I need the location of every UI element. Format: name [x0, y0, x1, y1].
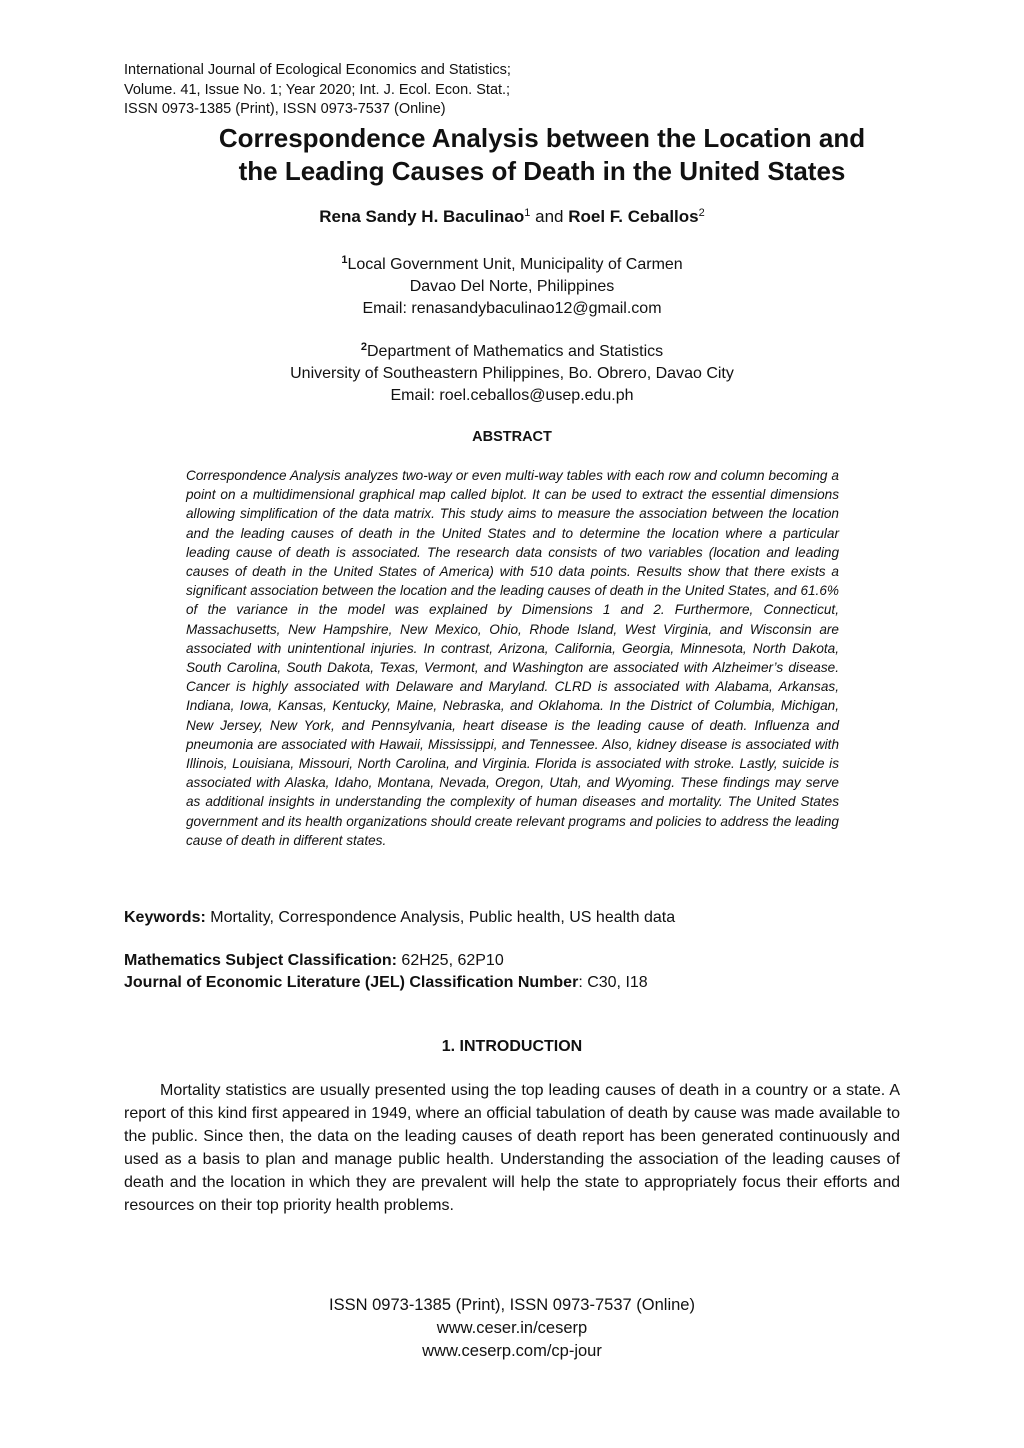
affiliation-2	[124, 341, 900, 407]
author-2-affil-marker: 2	[698, 207, 705, 219]
paper-title-line-1: Correspondence Analysis between the Location and	[218, 123, 866, 153]
affiliation-2-marker: 2	[360, 341, 367, 353]
keywords-label: Keywords:	[124, 909, 206, 926]
paper-title-line-2: the Leading Causes of Death in the United States	[238, 156, 846, 186]
affiliation-1-unit: Local Government Unit, Municipality of Carmen	[347, 256, 683, 273]
paper-title	[124, 122, 960, 188]
keywords-value: Mortality, Correspondence Analysis, Public health, US health data	[210, 909, 676, 926]
jel-line	[124, 972, 904, 994]
journal-header	[124, 61, 511, 120]
journal-volume-line: Volume. 41, Issue No. 1; Year 2020; Int. J. Ecol. Econ. Stat.;	[124, 81, 511, 98]
author-list	[124, 206, 900, 228]
journal-issn-line: ISSN 0973-1385 (Print), ISSN 0973-7537 (Online)	[124, 101, 446, 117]
abstract-heading: ABSTRACT	[472, 429, 552, 445]
msc-label: Mathematics Subject Classification:	[124, 952, 397, 969]
affiliation-1-location: Davao Del Norte, Philippines	[409, 278, 615, 295]
affiliation-1-email: Email: renasandybaculinao12@gmail.com	[362, 300, 662, 317]
footer-url-2: www.ceserp.com/cp-jour	[422, 1342, 602, 1360]
affiliation-1	[124, 254, 900, 320]
section-heading-introduction: 1. INTRODUCTION	[441, 1038, 583, 1055]
author-1-affil-marker: 1	[524, 207, 531, 219]
author-1-name: Rena Sandy H. Baculinao	[319, 207, 525, 226]
journal-name-line: International Journal of Ecological Economics and Statistics;	[124, 62, 511, 78]
author-2-name: Roel F. Ceballos	[568, 207, 699, 226]
footer-issn: ISSN 0973-1385 (Print), ISSN 0973-7537 (Online)	[329, 1296, 695, 1314]
abstract-text: Correspondence Analysis analyzes two-way or even multi-way tables with each row and column becoming a point on a multidimensional graphical map called biplot. It can be used to extract the essential dimensions allowing simplification of the data matrix. This study aims to measure the association between the location and the leading causes of death in the United States and to determine the location where a particular leading cause of death is associated. The research data consists of two variables (location and leading causes of death in the United States of America) with 510 data points. Results show that there exists a significant association between the location and the leading causes of death in the United States, and 61.6% of the variance in the model was explained by Dimensions 1 and 2. Furthermore, Connecticut, Massachusetts, New Hampshire, New Mexico, Ohio, Rhode Island, West Virginia, and Wisconsin are associated with unintentional injuries. In contrast, Arizona, California, Georgia, Minnesota, North Dakota, South Carolina, South Dakota, Texas, Vermont, and Washington are associated with Alzheimer’s disease. Cancer is highly associated with Delaware and Maryland. CLRD is associated with Alabama, Arkansas, Indiana, Iowa, Kansas, Kentucky, Maine, Nebraska, and Oklahoma. In the District of Columbia, Michigan, New Jersey, New York, and Pennsylvania, heart disease is the leading cause of death. Influenza and pneumonia are associated with Hawaii, Mississippi, and Tennessee. Also, kidney disease is associated with Illinois, Louisiana, Missouri, North Carolina, and Virginia. Florida is associated with stroke. Lastly, suicide is associated with Alaska, Idaho, Montana, Nevada, Oregon, Utah, and Wyoming. These findings may serve as additional insights in understanding the complexity of human diseases and mortality. The United States government and its health organizations should create relevant programs and policies to address the leading cause of death in different states.	[186, 468, 839, 848]
affiliation-2-email: Email: roel.ceballos@usep.edu.ph	[390, 387, 634, 404]
footer-url-1: www.ceser.in/ceserp	[436, 1319, 588, 1337]
page-footer	[124, 1294, 900, 1363]
keywords-line	[124, 907, 904, 929]
jel-label: Journal of Economic Literature (JEL) Classification Number	[124, 974, 579, 991]
affiliation-2-unit: Department of Mathematics and Statistics	[367, 343, 664, 360]
introduction-paragraph: Mortality statistics are usually presented using the top leading causes of death in a country or a state. A report of this kind first appeared in 1949, where an official tabulation of death by cause was made available to the public. Since then, the data on the leading causes of death report has been generated continuously and used as a basis to plan and manage public health. Understanding the association of the leading causes of death and the location in which they are prevalent will help the state to appropriately focus their efforts and resources on their top priority health problems.	[124, 1082, 900, 1214]
jel-value: : C30, I18	[578, 974, 648, 991]
affiliation-1-marker: 1	[341, 254, 348, 266]
author-connector: and	[535, 207, 564, 226]
msc-value: 62H25, 62P10	[401, 952, 504, 969]
msc-line	[124, 950, 904, 972]
affiliation-2-location: University of Southeastern Philippines, Bo. Obrero, Davao City	[290, 365, 734, 382]
